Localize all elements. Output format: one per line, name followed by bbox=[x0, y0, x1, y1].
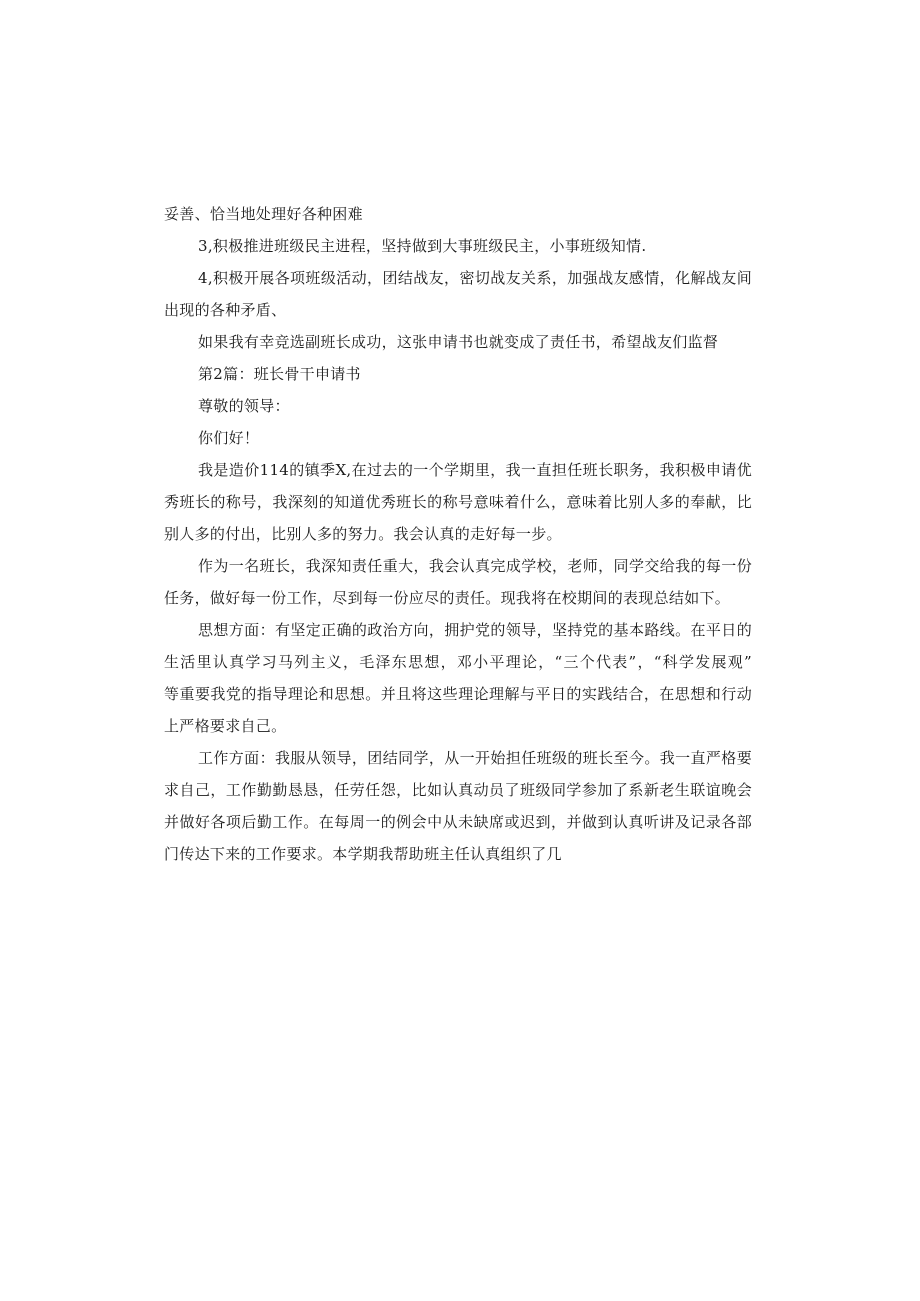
paragraph-line: 上严格要求自己。 bbox=[164, 717, 287, 735]
paragraph-line: 思想方面：有坚定正确的政治方向，拥护党的领导，坚持党的基本路线。在平日的 bbox=[198, 621, 752, 639]
paragraph-line: 求自己，工作勤勤恳恳，任劳任怨，比如认真动员了班级同学参加了系新老生联谊晚会 bbox=[164, 781, 752, 799]
paragraph-line: 出现的各种矛盾、 bbox=[164, 301, 287, 319]
paragraph-line: 3,积极推进班级民主进程，坚持做到大事班级民主，小事班级知情. bbox=[198, 237, 647, 255]
paragraph-line: 门传达下来的工作要求。本学期我帮助班主任认真组织了几 bbox=[164, 845, 562, 863]
paragraph-line: 生活里认真学习马列主义，毛泽东思想，邓小平理论，“三个代表”，“科学发展观” bbox=[164, 653, 752, 671]
paragraph-line: 我是造价114的镇季X,在过去的一个学期里，我一直担任班长职务，我积极申请优 bbox=[198, 461, 752, 479]
greeting: 你们好！ bbox=[198, 429, 260, 447]
paragraph-line: 秀班长的称号，我深刻的知道优秀班长的称号意味着什么，意味着比别人多的奉献，比 bbox=[164, 493, 752, 511]
paragraph-line: 任务，做好每一份工作，尽到每一份应尽的责任。现我将在校期间的表现总结如下。 bbox=[164, 589, 731, 607]
paragraph-line: 并做好各项后勤工作。在每周一的例会中从未缺席或迟到，并做到认真听讲及记录各部 bbox=[164, 813, 752, 831]
paragraph-line: 工作方面：我服从领导，团结同学，从一开始担任班级的班长至今。我一直严格要 bbox=[198, 749, 752, 767]
paragraph-line: 作为一名班长，我深知责任重大，我会认真完成学校，老师，同学交给我的每一份 bbox=[198, 557, 752, 575]
paragraph-line: 别人多的付出，比别人多的努力。我会认真的走好每一步。 bbox=[164, 525, 562, 543]
paragraph-line: 等重要我党的指导理论和思想。并且将这些理论理解与平日的实践结合，在思想和行动 bbox=[164, 685, 752, 703]
paragraph-line: 妥善、恰当地处理好各种困难 bbox=[164, 205, 363, 223]
salutation: 尊敬的领导： bbox=[198, 397, 290, 415]
paragraph-line: 如果我有幸竞选副班长成功，这张申请书也就变成了责任书，希望战友们监督 bbox=[198, 333, 719, 351]
document-body bbox=[164, 198, 752, 870]
section-heading: 第2篇：班长骨干申请书 bbox=[198, 365, 361, 383]
paragraph-line: 4,积极开展各项班级活动，团结战友，密切战友关系，加强战友感情，化解战友间 bbox=[198, 269, 752, 287]
